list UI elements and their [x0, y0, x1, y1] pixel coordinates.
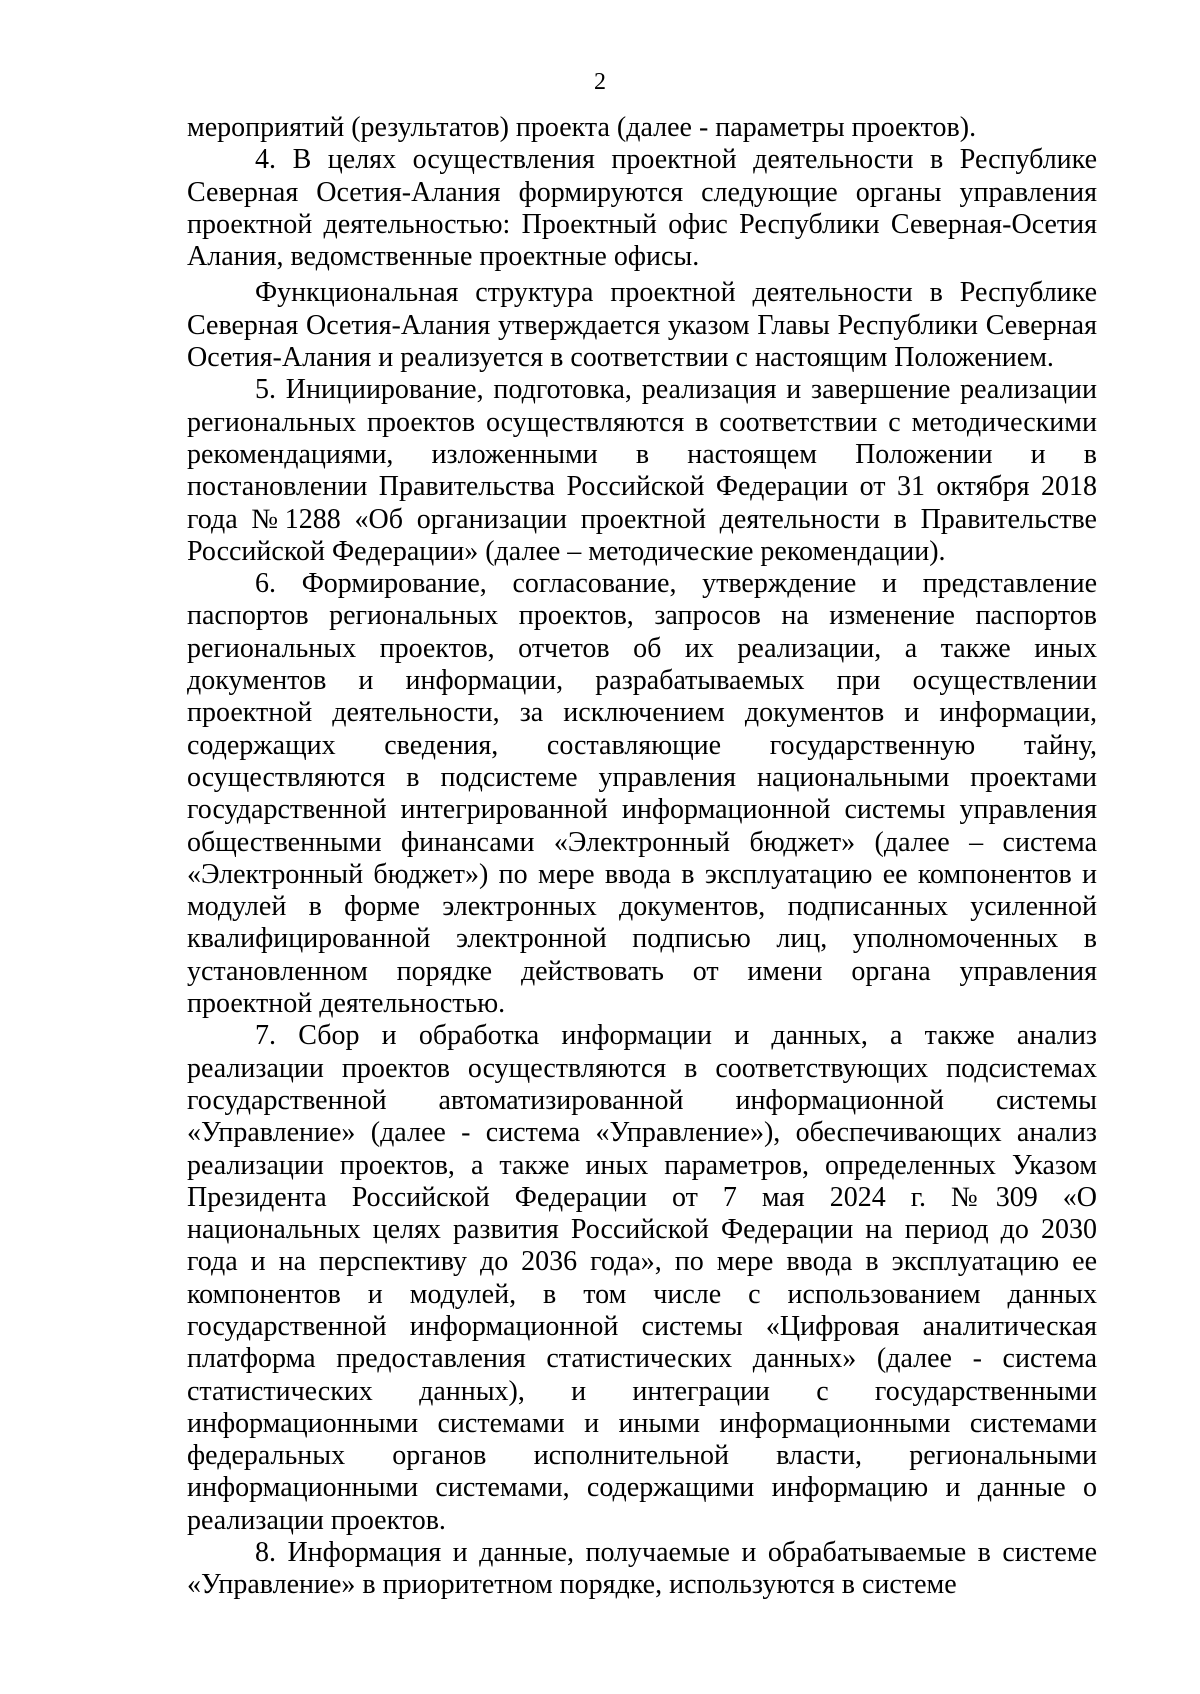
paragraph-item-6: 6. Формирование, согласование, утверждение и представление паспортов региональных проектов, запросов на изменение паспортов региональных проектов, отчетов об их реализации, а также иных документов и информации, разрабатываемых при осуществлении проектной деятельности, за исключением документов и информации, содержащих сведения, составляющие государственную тайну, осуществляются в подсистеме управления национальными проектами государственной интегрированной информационной системы управления общественными финансами «Электронный бюджет» (далее – система «Электронный бюджет») по мере ввода в эксплуатацию ее компонентов и модулей в форме электронных документов, подписанных усиленной квалифицированной электронной подписью лиц, уполномоченных в установленном порядке действовать от имени органа управления проектной деятельностью.	[187, 568, 1097, 1020]
paragraph-functional-structure: Функциональная структура проектной деятельности в Республике Северная Осетия-Алания утверждается указом Главы Республики Северная Осетия-Алания и реализуется в соответствии с настоящим Положением.	[187, 277, 1097, 374]
paragraph-item-7: 7. Сбор и обработка информации и данных, а также анализ реализации проектов осуществляются в соответствующих подсистемах государственной автоматизированной информационной системы «Управление» (далее - система «Управление»), обеспечивающих анализ реализации проектов, а также иных параметров, определенных Указом Президента Российской Федерации от 7 мая 2024 г. №309 «О национальных целях развития Российской Федерации на период до 2030 года и на перспективу до 2036 года», по мере ввода в эксплуатацию ее компонентов и модулей, в том числе с использованием данных государственной информационной системы «Цифровая аналитическая платформа предоставления статистических данных» (далее - система статистических данных), и интеграции с государственными информационными системами и иными информационными системами федеральных органов исполнительной власти, региональными информационными системами, содержащими информацию и данные о реализации проектов.	[187, 1020, 1097, 1536]
document-body	[187, 112, 1097, 1602]
paragraph-item-8: 8. Информация и данные, получаемые и обрабатываемые в системе «Управление» в приоритетном порядке, используются в системе	[187, 1537, 1097, 1601]
paragraph-continuation: мероприятий (результатов) проекта (далее - параметры проектов).	[187, 112, 977, 143]
page-number: 2	[594, 69, 606, 95]
paragraph-item-5: 5. Инициирование, подготовка, реализация и завершение реализации региональных проектов осуществляются в соответствии с методическими рекомендациями, изложенными в настоящем Положении и в постановлении Правительства Российской Федерации от 31 октября 2018 года №1288 «Об организации проектной деятельности в Правительстве Российской Федерации» (далее – методические рекомендации).	[187, 374, 1097, 567]
paragraph-item-4: 4. В целях осуществления проектной деятельности в Республике Северная Осетия-Алания формируются следующие органы управления проектной деятельностью: Проектный офис Республики Северная-Осетия Алания, ведомственные проектные офисы.	[187, 144, 1097, 273]
